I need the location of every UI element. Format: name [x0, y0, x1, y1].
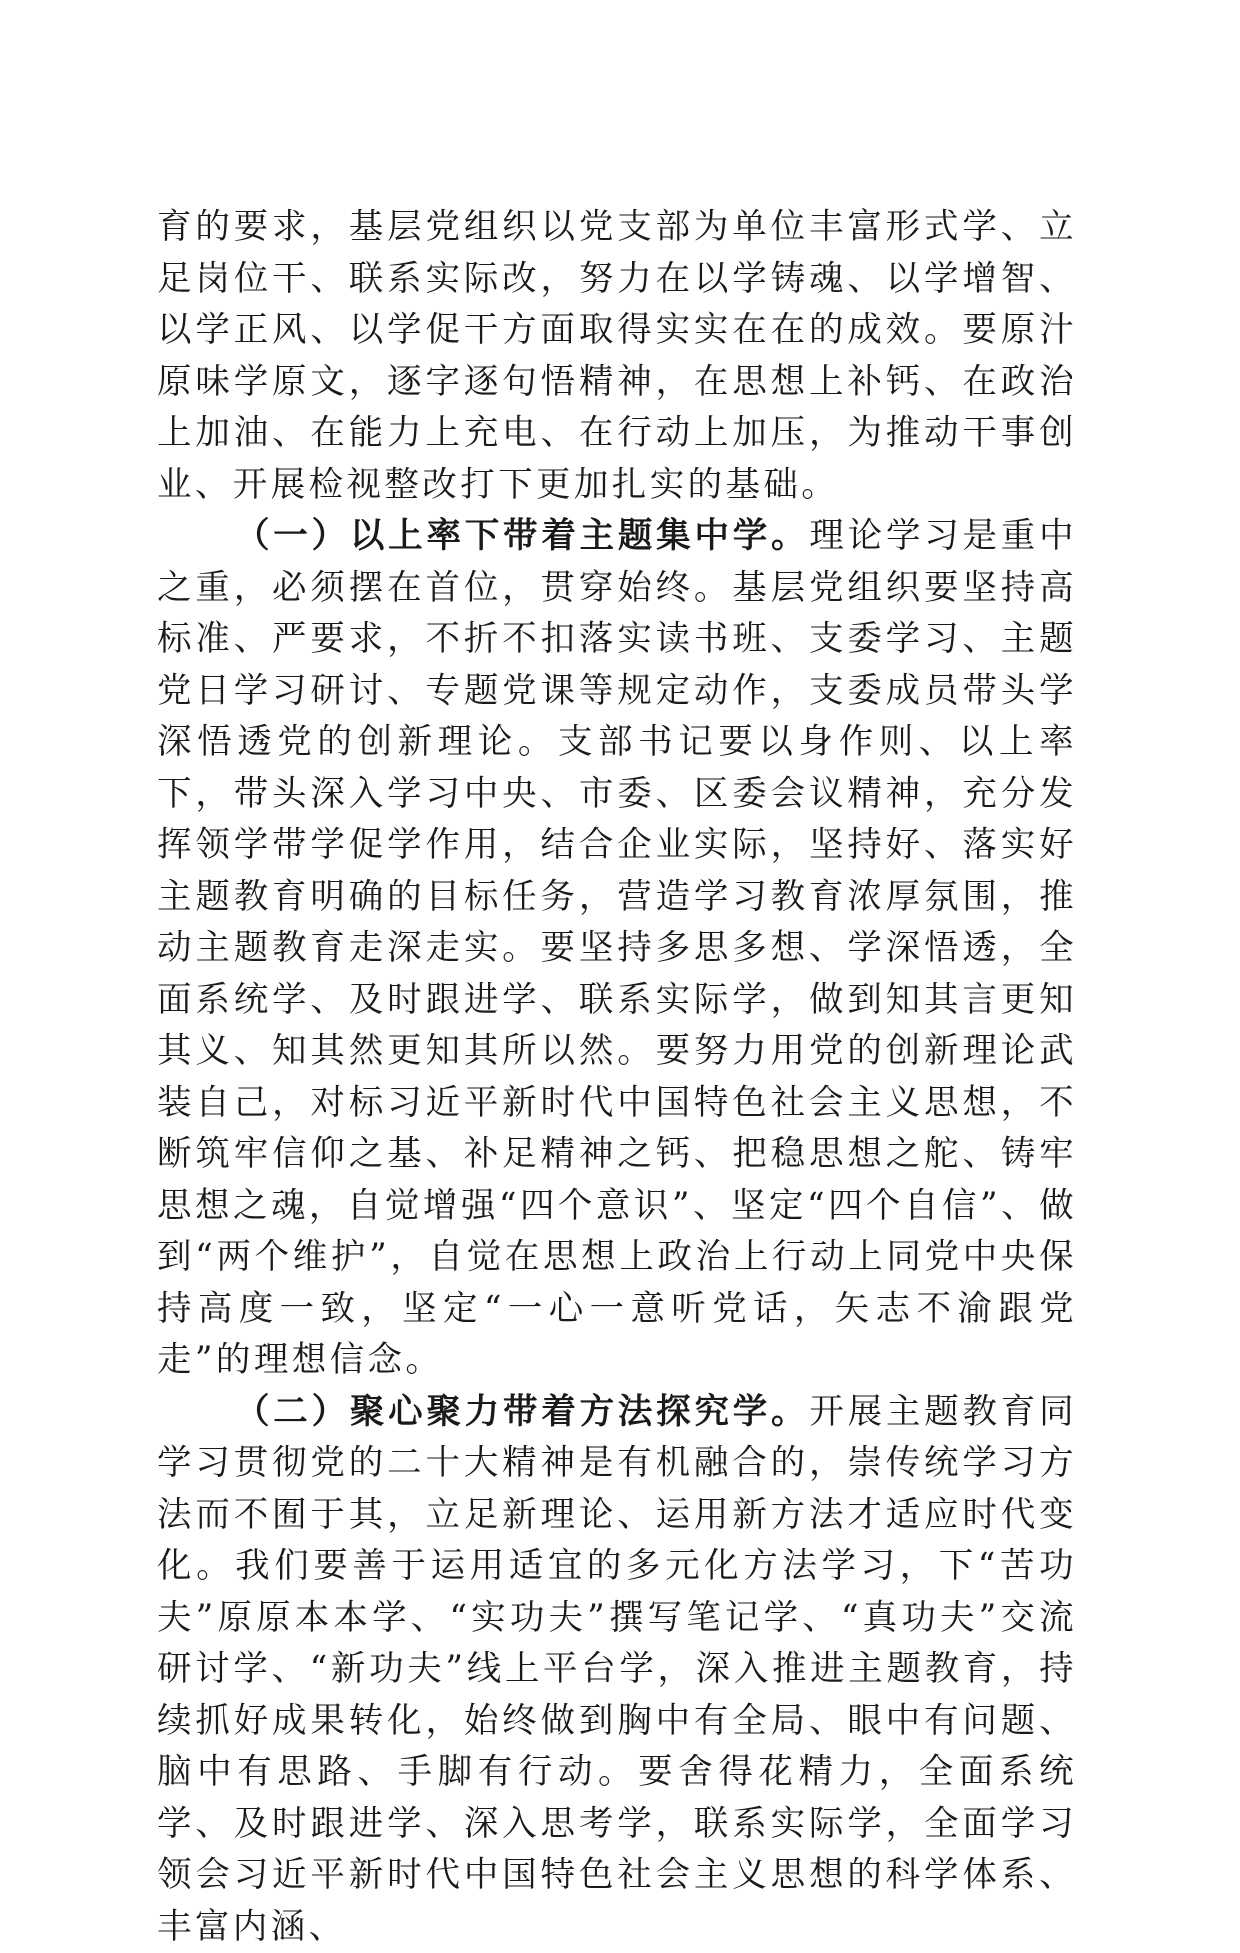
paragraph-text: 育的要求，基层党组织以党支部为单位丰富形式学、立足岗位干、联系实际改，努力在以学铸魂、以学增智、以学正风、以学促干方面取得实实在在的成效。要原汁原味学原文，逐字逐句悟精神，在思想上补钙、在政治上加油、在能力上充电、在行动上加压，为推动干事创业、开展检视整改打下更加扎实的基础。: [157, 207, 1077, 505]
paragraph-text: 开展主题教育同学习贯彻党的二十大精神是有机融合的，崇传统学习方法而不囿于其，立足新理论、运用新方法才适应时代变化。我们要善于运用适宜的多元化方法学习，下“苦功夫”原原本本学、“实功夫”撰写笔记学、“真功夫”交流研讨学、“新功夫”线上平台学，深入推进主题教育，持续抓好成果转化，始终做到胸中有全局、眼中有问题、脑中有思路、手脚有行动。要舍得花精力，全面系统学、及时跟进学、深入思考学，联系实际学，全面学习领会习近平新时代中国特色社会主义思想的科学体系、丰富内涵、: [157, 1392, 1077, 1947]
section-heading: （二）聚心聚力带着方法探究学。: [235, 1392, 809, 1432]
paragraph-section-2: [157, 1387, 1077, 1953]
paragraph-text: 理论学习是重中之重，必须摆在首位，贯穿始终。基层党组织要坚持高标准、严要求，不折不扣落实读书班、支委学习、主题党日学习研讨、专题党课等规定动作，支委成员带头学深悟透党的创新理论。支部书记要以身作则、以上率下，带头深入学习中央、市委、区委会议精神，充分发挥领学带学促学作用，结合企业实际，坚持好、落实好主题教育明确的目标任务，营造学习教育浓厚氛围，推动主题教育走深走实。要坚持多思多想、学深悟透，全面系统学、及时跟进学、联系实际学，做到知其言更知其义、知其然更知其所以然。要努力用党的创新理论武装自己，对标习近平新时代中国特色社会主义思想，不断筑牢信仰之基、补足精神之钙、把稳思想之舵、铸牢思想之魂，自觉增强“四个意识”、坚定“四个自信”、做到“两个维护”，自觉在思想上政治上行动上同党中央保持高度一致，坚定“一心一意听党话，矢志不渝跟党走”的理想信念。: [157, 516, 1077, 1380]
section-heading: （一）以上率下带着主题集中学。: [235, 516, 809, 556]
paragraph-continuation: [157, 202, 1077, 511]
paragraph-section-1: [157, 511, 1077, 1387]
document-body: [157, 202, 1077, 1953]
